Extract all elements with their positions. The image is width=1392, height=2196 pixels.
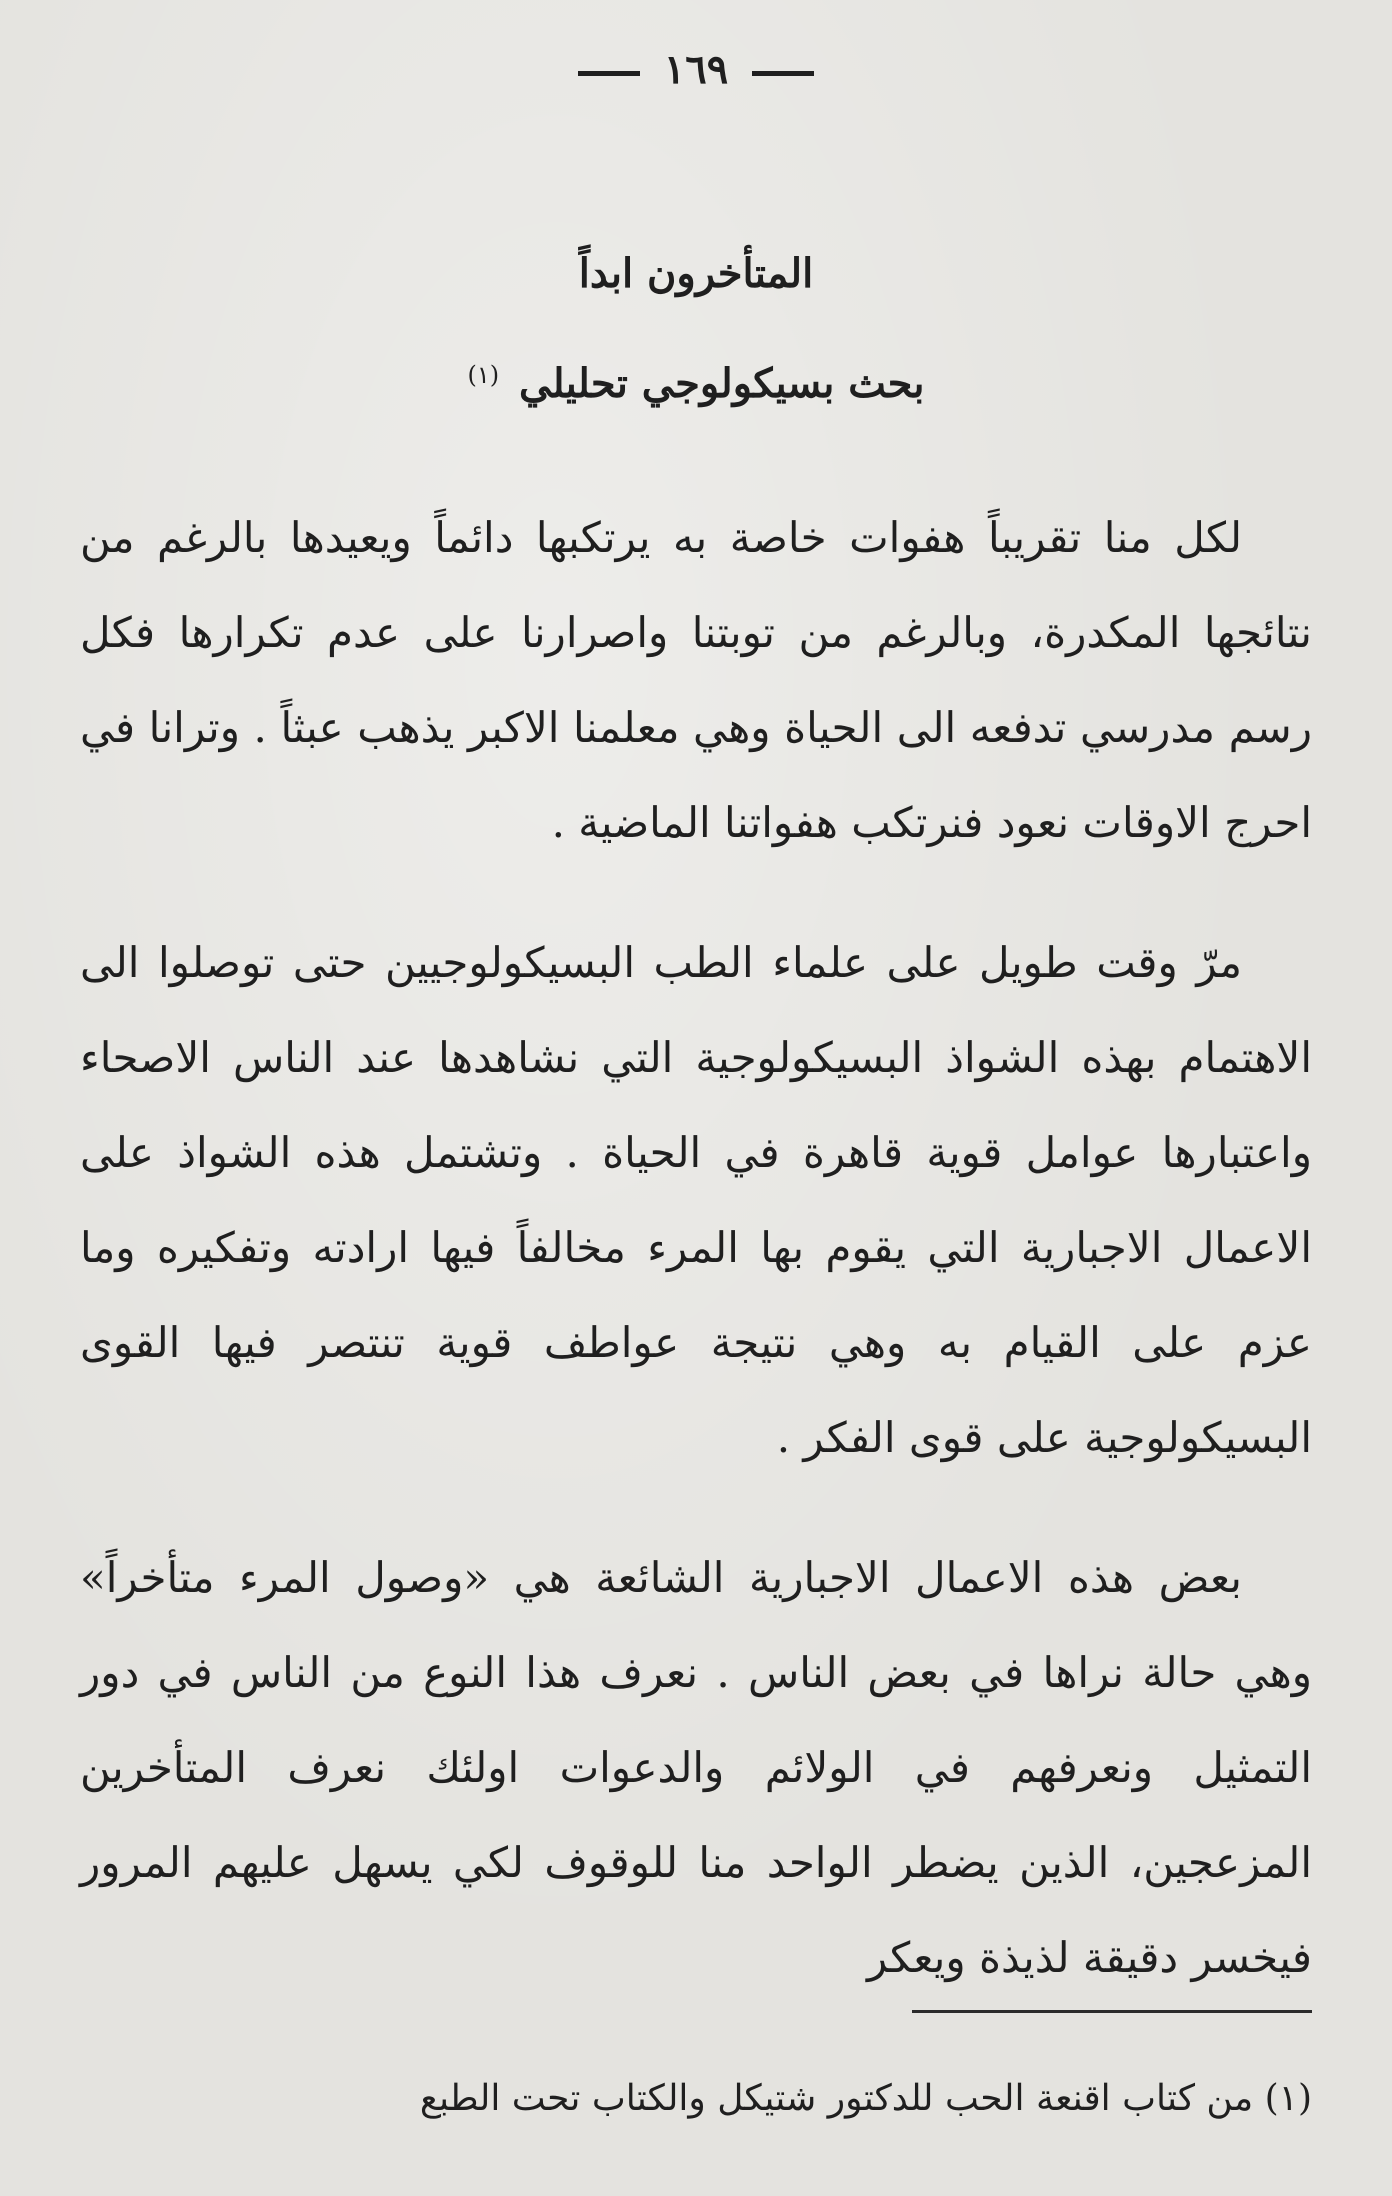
page-number [0, 46, 1392, 93]
footnote: (١) من كتاب اقنعة الحب للدكتور شتيكل والكتاب تحت الطبع [419, 2078, 1312, 2119]
paragraph-2 [80, 915, 1312, 1485]
paragraph-3 [80, 1530, 1312, 2005]
paragraph-3-text: بعض هذه الاعمال الاجبارية الشائعة هي «وصول المرء متأخراً» وهي حالة نراها في بعض الناس . نعرف هذا النوع من الناس في دور التمثيل ونعرفهم في الولائم والدعوات اولئك نعرف المتأخرين المزعجين، الذين يضطر الواحد منا للوقوف لكي يسهل عليهم المرور فيخسر دقيقة لذيذة ويعكر [80, 1553, 1312, 1982]
footnote-divider [912, 2010, 1312, 2013]
paragraph-1 [80, 490, 1312, 870]
page-title: المتأخرون ابداً [578, 250, 814, 297]
subtitle-text: بحث بسيكولوجي تحليلي [519, 360, 925, 407]
paragraph-2-text: مرّ وقت طويل على علماء الطب البسيكولوجيين حتى توصلوا الى الاهتمام بهذه الشواذ البسيكولوجية التي نشاهدها عند الناس الاصحاء واعتبارها عوامل قوية قاهرة في الحياة . وتشتمل هذه الشواذ على الاعمال الاجبارية التي يقوم بها المرء مخالفاً فيها ارادته وتفكيره وما عزم على القيام به وهي نتيجة عواطف قوية تنتصر فيها القوى البسيكولوجية على قوى الفكر . [80, 938, 1312, 1462]
page-subtitle [0, 360, 1392, 407]
page-number-text: ١٦٩ [663, 46, 729, 93]
page-number-left-dash [578, 71, 640, 76]
page-number-right-dash [752, 71, 814, 76]
footnote-reference: (١) [467, 360, 500, 389]
paragraph-1-text: لكل منا تقريباً هفوات خاصة به يرتكبها دائماً ويعيدها بالرغم من نتائجها المكدرة، وبالرغم من توبتنا واصرارنا على عدم تكرارها فكل رسم مدرسي تدفعه الى الحياة وهي معلمنا الاكبر يذهب عبثاً . وترانا في احرج الاوقات نعود فنرتكب هفواتنا الماضية . [80, 513, 1312, 847]
